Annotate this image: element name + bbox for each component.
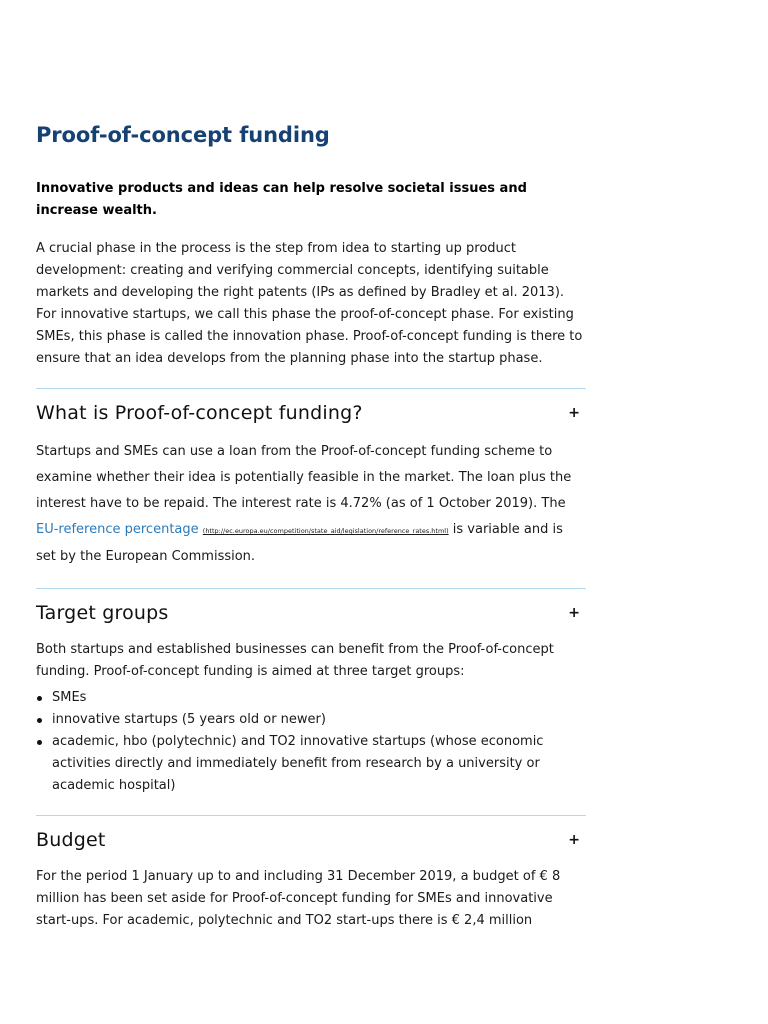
accordion-header-budget[interactable]	[36, 826, 586, 854]
section-text	[36, 439, 586, 570]
accordion-header-target-groups[interactable]	[36, 599, 586, 627]
eu-reference-url[interactable]: (http://ec.europa.eu/competition/state_aid/legislation/reference_rates.html)	[202, 527, 449, 535]
expand-icon[interactable]: +	[568, 832, 580, 848]
accordion-body-budget	[36, 866, 586, 932]
section-heading: Target groups	[36, 602, 169, 624]
accordion-body-what-is	[36, 439, 586, 570]
eu-reference-link[interactable]: EU-reference percentage	[36, 522, 199, 537]
accordion-target-groups	[36, 588, 586, 797]
page-title: Proof-of-concept funding	[36, 123, 330, 147]
list-item: SMEs	[36, 687, 586, 709]
accordion-body-target-groups	[36, 639, 586, 797]
section-text-before-link: Startups and SMEs can use a loan from the Proof-of-concept funding scheme to examine whether their idea is potentially feasible in the market. The loan plus the interest have to be repaid. The interest rate is 4.72% (as of 1 October 2019). The	[36, 444, 572, 511]
accordion-budget	[36, 815, 586, 932]
intro-text: Innovative products and ideas can help resolve societal issues and increase wealth.	[36, 181, 527, 218]
section-text: Both startups and established businesses can benefit from the Proof-of-concept funding. Proof-of-concept funding is aimed at three target groups:	[36, 642, 554, 679]
section-text: For the period 1 January up to and including 31 December 2019, a budget of € 8 million has been set aside for Proof-of-concept funding for SMEs and innovative start-ups. For academic, polytechnic and TO2 start-ups there is € 2,4 million	[36, 869, 561, 928]
list-item: innovative startups (5 years old or newer)	[36, 709, 586, 731]
section-heading: What is Proof-of-concept funding?	[36, 402, 363, 424]
section-text-after-link: is variable and is set by the European Commission.	[36, 522, 563, 564]
body-paragraph: A crucial phase in the process is the step from idea to starting up product development: creating and verifying commercial concepts, identifying suitable markets and developing the right patents (IPs as defined by Bradley et al. 2013). For innovative startups, we call this phase the proof-of-concept phase. For existing SMEs, this phase is called the innovation phase. Proof-of-concept funding is there to ensure that an idea develops from the planning phase into the startup phase.	[36, 241, 583, 366]
accordion-what-is	[36, 388, 586, 570]
expand-icon[interactable]: +	[568, 605, 580, 621]
section-heading: Budget	[36, 829, 106, 851]
accordion-header-what-is[interactable]	[36, 399, 586, 427]
article	[36, 118, 586, 932]
target-group-list	[36, 687, 586, 797]
expand-icon[interactable]: +	[568, 405, 580, 421]
list-item: academic, hbo (polytechnic) and TO2 innovative startups (whose economic activities directly and immediately benefit from research by a university or academic hospital)	[36, 731, 586, 797]
